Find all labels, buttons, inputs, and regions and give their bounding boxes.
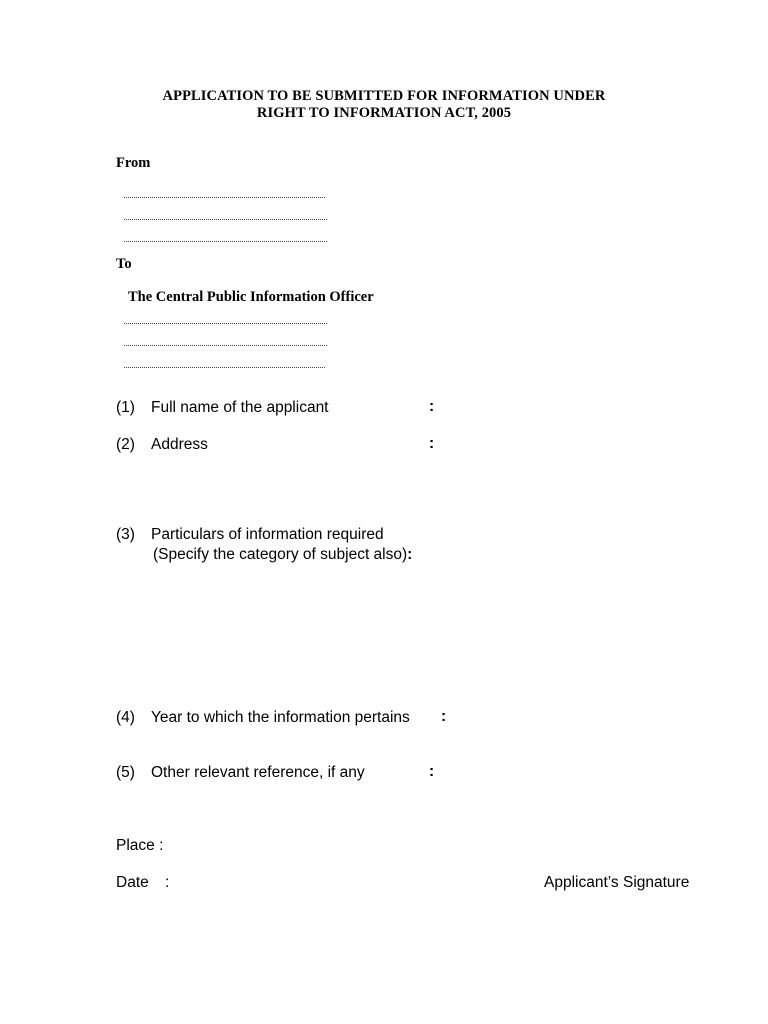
item-address: [116, 435, 208, 454]
item-label: Other relevant reference, if any: [151, 764, 365, 781]
from-line-1: [124, 197, 325, 198]
item-number: (5): [116, 764, 135, 781]
to-line-3: [124, 367, 325, 368]
item-colon: :: [429, 435, 435, 452]
item-full-name: [116, 398, 329, 417]
to-line-2: [124, 345, 327, 346]
applicant-signature-label: Applicant’s Signature: [544, 874, 690, 891]
officer-title: The Central Public Information Officer: [128, 289, 374, 305]
place-label: Place :: [116, 837, 164, 854]
date-label: Date: [116, 874, 149, 891]
item-label: Particulars of information required: [151, 526, 384, 543]
item-label: Address: [151, 436, 208, 453]
item-label: Year to which the information pertains: [151, 709, 410, 726]
title-line-1: APPLICATION TO BE SUBMITTED FOR INFORMATION UNDER: [162, 88, 606, 104]
item-number: (4): [116, 709, 135, 726]
item-colon: :: [407, 546, 413, 563]
item-number: (2): [116, 436, 135, 453]
item-colon: :: [429, 398, 435, 415]
item-colon: :: [441, 708, 447, 725]
from-line-2: [124, 219, 327, 220]
date-colon: :: [165, 874, 170, 891]
to-label: To: [116, 256, 132, 272]
item-other-reference: [116, 763, 365, 782]
form-title: [0, 88, 768, 122]
from-label: From: [116, 155, 151, 171]
item-year: [116, 708, 410, 727]
item-particulars-subtext: (Specify the category of subject also):: [153, 546, 413, 563]
title-line-2: RIGHT TO INFORMATION ACT, 2005: [256, 105, 512, 121]
item-particulars: [116, 525, 384, 544]
item-number: (3): [116, 526, 135, 543]
item-number: (1): [116, 399, 135, 416]
from-line-3: [124, 241, 327, 242]
item-colon: :: [429, 763, 435, 780]
item-label: Full name of the applicant: [151, 399, 329, 416]
to-line-1: [124, 323, 327, 324]
